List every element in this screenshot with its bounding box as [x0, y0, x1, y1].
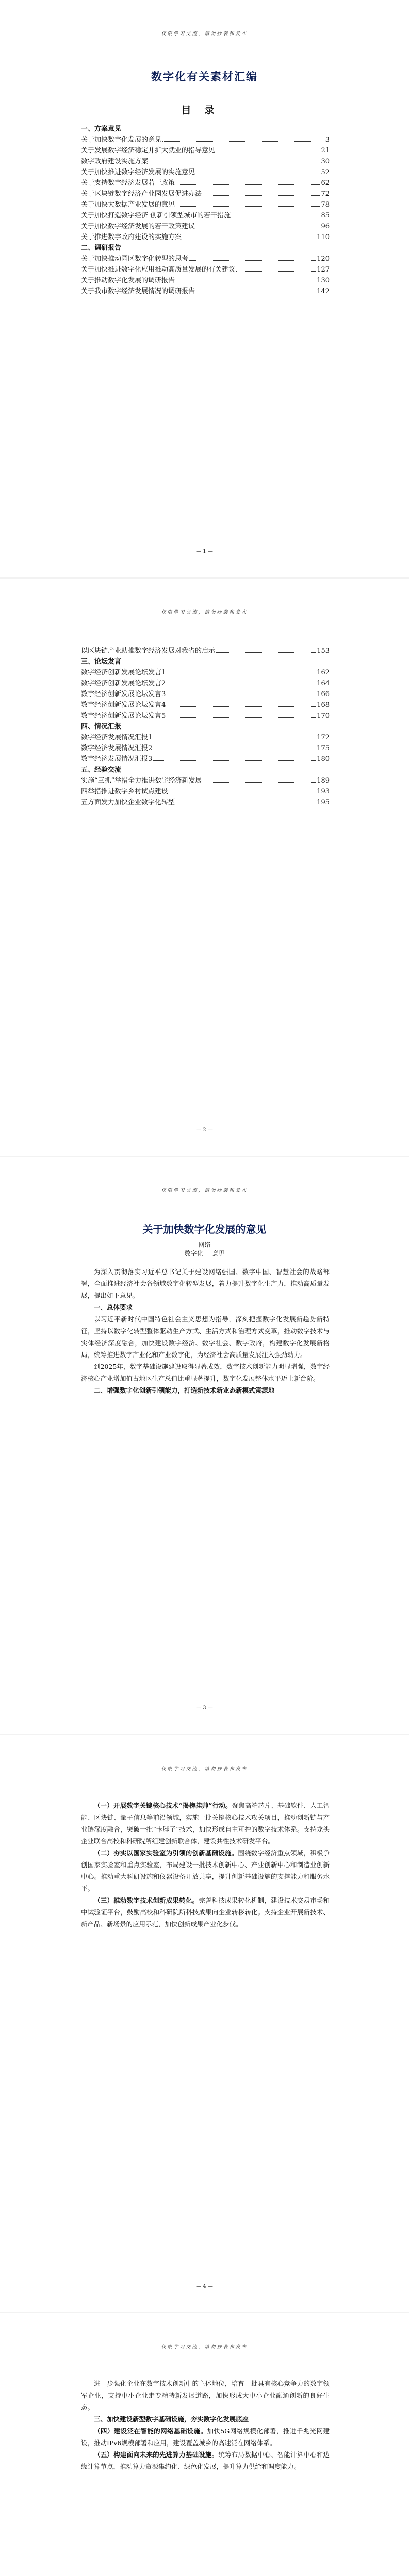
toc-entry-title: 数字经济创新发展论坛发言2 — [81, 679, 166, 687]
paragraph — [81, 1894, 330, 1930]
toc-leader-dots — [167, 689, 316, 696]
section-heading: 二、增强数字化创新引领能力，打造新技术新业态新模式策源地 — [94, 1386, 275, 1394]
toc-leader-dots — [169, 787, 316, 793]
toc-section-heading — [81, 124, 330, 134]
toc-entry-title: 数字经济创新发展论坛发言5 — [81, 711, 166, 720]
toc-page-number: 62 — [321, 179, 330, 187]
toc-entry-title: 关于加快打造数字经济 创新引领型城市的若干措施 — [81, 212, 231, 219]
toc-entry[interactable] — [81, 167, 330, 178]
section-heading: 一、总体要求 — [94, 1303, 133, 1311]
toc-page-number: 52 — [321, 168, 330, 176]
toc-entry-title: 关于加快数字化发展的意见 — [81, 136, 162, 144]
toc-entry[interactable] — [81, 210, 330, 221]
toc-leader-dots — [216, 146, 320, 152]
article-title: 关于加快数字化发展的意见 — [142, 1223, 267, 1235]
toc-leader-dots — [203, 776, 316, 783]
toc-page-number: 110 — [317, 233, 330, 241]
paragraph-text: 加快5G网络规模化部署，推进千兆光网建设，推动IPv6规模部署和应用，建设覆盖城乡的高速泛在网络体系。 — [81, 2427, 330, 2447]
toc-page-number: 21 — [321, 147, 330, 155]
paragraph-text: 围绕数字经济重点领域，积极争创国家实验室和重点实验室，布局建设一批技术创新中心、产业创新中心和制造业创新中心。推动重大科研设施和仪器设备开放共享，提升创新基础设施的支撑能力和服务水平。 — [81, 1849, 330, 1892]
toc-leader-dots — [196, 167, 320, 174]
toc-leader-dots — [167, 668, 316, 674]
toc-page-number: 142 — [317, 287, 330, 295]
article-source — [0, 1240, 409, 1258]
toc-entry[interactable] — [81, 786, 330, 797]
toc-page-number: 127 — [317, 266, 330, 274]
toc-entry-title: 数字经济创新发展论坛发言4 — [81, 701, 166, 709]
paragraph — [81, 1847, 330, 1894]
toc-entry-title: 数字政府建设实施方案 — [81, 158, 149, 165]
paragraph-lead: （一）开展数字关键核心技术“揭榜挂帅”行动。 — [94, 1801, 232, 1809]
watermark: 仅限学习交流，请勿抄袭和发布 — [161, 2345, 248, 2350]
page-number: — 2 — — [196, 1127, 213, 1133]
toc-entry-title: 五、经验交流 — [81, 766, 122, 774]
toc-entry[interactable] — [81, 743, 330, 754]
toc-entry[interactable] — [81, 178, 330, 189]
document-page-3 — [0, 1157, 409, 1734]
toc-entry-title: 关于发展数字经济稳定并扩大就业的指导意见 — [81, 147, 216, 155]
toc-page-number: 72 — [321, 190, 330, 198]
toc-entry[interactable] — [81, 134, 330, 145]
toc-leader-dots — [149, 157, 320, 163]
toc-entry-title: 关于支持数字经济发展若干政策 — [81, 179, 175, 187]
toc-entry[interactable] — [81, 667, 330, 678]
toc-entry[interactable] — [81, 189, 330, 199]
toc-entry[interactable] — [81, 275, 330, 286]
toc-page-number: 180 — [317, 755, 330, 763]
toc-entry-title: 数字经济发展情况汇报2 — [81, 744, 153, 752]
toc-page-number: 30 — [321, 158, 330, 165]
toc-entry[interactable] — [81, 264, 330, 275]
toc-page-number: 96 — [321, 223, 330, 230]
toc-entry[interactable] — [81, 232, 330, 243]
watermark: 仅限学习交流，请勿抄袭和发布 — [161, 1766, 248, 1772]
document-page-4 — [0, 1735, 409, 2312]
toc-entry-title: 关于加快大数据产业发展的意见 — [81, 201, 175, 209]
toc-section-heading — [81, 765, 330, 775]
toc-page-number: 170 — [317, 711, 330, 720]
toc-entry-title: 关于加快数字经济发展的若干政策建议 — [81, 223, 195, 230]
toc-entry-title: 一、方案意见 — [81, 125, 122, 133]
toc-entry-title: 数字经济发展情况汇报1 — [81, 733, 153, 741]
toc-entry[interactable] — [81, 145, 330, 156]
paragraph: 为深入贯彻落实习近平总书记关于建设网络强国、数字中国、智慧社会的战略部署，全面推进经济社会各领域数字化转型发展，着力提升数字化生产力，推动高质量发展，提出如下意见。 — [81, 1268, 330, 1299]
table-of-contents-continued — [81, 646, 330, 808]
toc-leader-dots — [153, 743, 316, 750]
toc-entry-title: 关于推进数字政府建设的实施方案 — [81, 233, 182, 241]
toc-entry[interactable] — [81, 286, 330, 297]
watermark: 仅限学习交流，请勿抄袭和发布 — [161, 31, 248, 37]
toc-section-heading — [81, 656, 330, 667]
toc-page-number: 172 — [317, 733, 330, 741]
toc-leader-dots — [236, 265, 316, 272]
paragraph-lead: 三、加快建设新型数字基础设施，夯实数字化发展底座 — [94, 2415, 249, 2423]
paragraph-text: 完善科技成果转化机制，建设技术交易市场和中试验证平台，鼓励高校和科研院所科技成果向企业转移转化。支持企业开展新技术、新产品、新场景的应用示范，加快创新成果产业化步伐。 — [81, 1896, 330, 1928]
toc-page-number: 130 — [317, 277, 330, 284]
toc-leader-dots — [153, 733, 316, 739]
watermark: 仅限学习交流，请勿抄袭和发布 — [161, 609, 248, 615]
toc-entry[interactable] — [81, 775, 330, 786]
toc-entry[interactable] — [81, 797, 330, 808]
toc-page-number: 153 — [317, 647, 330, 655]
paragraph-lead: （五）构建面向未来的先进算力基础设施。 — [94, 2451, 219, 2459]
toc-entry[interactable] — [81, 199, 330, 210]
toc-leader-dots — [216, 646, 316, 653]
toc-leader-dots — [232, 211, 320, 217]
toc-page-number: 120 — [317, 255, 330, 263]
paragraph — [81, 2425, 330, 2449]
toc-entry[interactable] — [81, 646, 330, 656]
toc-entry-title: 以区块链产业助推数字经济发展对我省的启示 — [81, 647, 216, 655]
source-note: 意见 — [212, 1250, 225, 1257]
source-author: 数字化 — [184, 1250, 203, 1257]
watermark: 仅限学习交流，请勿抄袭和发布 — [161, 1188, 248, 1193]
paragraph-text: 统筹布局数据中心、智能计算中心和边缘计算节点，推动算力资源集约化、绿色化发展，提升算力供给和调度能力。 — [81, 2451, 330, 2470]
toc-leader-dots — [153, 754, 316, 761]
toc-entry[interactable] — [81, 678, 330, 689]
toc-entry[interactable] — [81, 700, 330, 710]
toc-page-number: 195 — [317, 798, 330, 806]
toc-entry-title: 关于推动数字化发展的调研报告 — [81, 277, 175, 284]
toc-leader-dots — [176, 276, 316, 282]
toc-entry-title: 二、调研报告 — [81, 244, 122, 252]
toc-entry-title: 数字经济发展情况汇报3 — [81, 755, 153, 763]
article-body — [81, 1800, 330, 1930]
toc-heading: 目录 — [181, 105, 228, 116]
toc-leader-dots — [189, 254, 316, 261]
paragraph — [81, 2449, 330, 2472]
toc-entry-title: 关于加快推动园区数字化转型的思考 — [81, 255, 189, 263]
toc-entry-title: 四举措推进数字乡村试点建设 — [81, 787, 169, 795]
paragraph-text: 聚焦高端芯片、基础软件、人工智能、区块链、量子信息等前沿领域，实施一批关键核心技术攻关项目，推动创新链与产业链深度融合，突破一批“卡脖子”技术，加快形成自主可控的数字技术体系。支持龙头企业联合高校和科研院所组建创新联合体，建设共性技术研发平台。 — [81, 1801, 330, 1845]
toc-page-number: 78 — [321, 201, 330, 209]
toc-entry-title: 实施“三抓”举措全力推进数字经济新发展 — [81, 776, 202, 785]
toc-entry-title: 数字经济创新发展论坛发言1 — [81, 668, 166, 676]
toc-entry-title: 关于加快推进数字经济发展的实施意见 — [81, 168, 195, 176]
paragraph-lead: （四）建设泛在智能的网络基础设施。 — [94, 2427, 207, 2435]
toc-entry[interactable] — [81, 253, 330, 264]
toc-leader-dots — [203, 189, 320, 196]
toc-entry[interactable] — [81, 732, 330, 743]
toc-page-number: 193 — [317, 787, 330, 795]
article-body — [81, 1266, 330, 1396]
paragraph — [81, 2378, 330, 2413]
toc-page-number: 3 — [325, 136, 330, 144]
document-title: 数字化有关素材汇编 — [151, 70, 258, 83]
toc-entry[interactable] — [81, 689, 330, 700]
paragraph — [81, 1800, 330, 1847]
toc-entry[interactable] — [81, 221, 330, 232]
toc-entry-title: 五方面发力加快企业数字化转型 — [81, 798, 175, 806]
toc-leader-dots — [167, 700, 316, 707]
page-number: — 3 — — [196, 1705, 213, 1711]
toc-leader-dots — [167, 679, 316, 685]
paragraph: 以习近平新时代中国特色社会主义思想为指导，深刻把握数字化发展新趋势新特征，坚持以数字化转型整体驱动生产方式、生活方式和治理方式变革，推动数字技术与实体经济深度融合，加快建设数字经济、数字社会、数字政府，构建数字化发展新格局，统筹推进数字产业化和产业数字化，为经济社会高质量发展注入强劲动力。 — [81, 1315, 330, 1359]
page-number: — 4 — — [196, 2283, 213, 2290]
paragraph: 到2025年，数字基础设施建设取得显著成效，数字技术创新能力明显增强，数字经济核心产业增加值占地区生产总值比重显著提升，数字化发展整体水平迈上新台阶。 — [81, 1363, 330, 1382]
table-of-contents — [81, 124, 330, 297]
paragraph-lead: （二）夯实以国家实验室为引领的创新基础设施。 — [94, 1849, 238, 1857]
toc-leader-dots — [176, 200, 320, 207]
toc-entry-title: 四、情况汇报 — [81, 722, 122, 731]
page-number: — 1 — — [196, 549, 213, 554]
toc-page-number: 166 — [317, 690, 330, 698]
toc-entry-title: 关于区块链数字经济产业园发展促进办法 — [81, 190, 202, 198]
paragraph-lead: （三）推动数字技术创新成果转化。 — [94, 1896, 199, 1904]
toc-leader-dots — [183, 232, 316, 239]
toc-entry[interactable] — [81, 156, 330, 167]
toc-entry[interactable] — [81, 754, 330, 765]
toc-leader-dots — [176, 178, 320, 185]
toc-page-number: 168 — [317, 701, 330, 709]
toc-entry-title: 三、论坛发言 — [81, 657, 122, 666]
toc-leader-dots — [167, 711, 316, 718]
toc-page-number: 85 — [321, 212, 330, 219]
toc-entry-title: 数字经济创新发展论坛发言3 — [81, 690, 166, 698]
document-page-5 — [0, 2313, 409, 2576]
toc-leader-dots — [176, 798, 316, 804]
toc-section-heading — [81, 243, 330, 253]
toc-leader-dots — [196, 286, 316, 293]
toc-page-number: 162 — [317, 668, 330, 676]
toc-leader-dots — [196, 222, 320, 228]
source-site: 网络 — [198, 1241, 211, 1248]
toc-entry-title: 关于我市数字经济发展情况的调研报告 — [81, 287, 195, 295]
toc-entry-title: 关于加快推进数字化应用推动高质量发展的有关建议 — [81, 266, 236, 274]
document-page-2 — [0, 579, 409, 1156]
paragraph-text: 进一步强化企业在数字技术创新中的主体地位，培育一批具有核心竞争力的数字领军企业，支持中小企业走专精特新发展道路，加快形成大中小企业融通创新的良好生态。 — [81, 2380, 330, 2411]
toc-leader-dots — [162, 135, 324, 142]
toc-entry[interactable] — [81, 710, 330, 721]
toc-page-number: 164 — [317, 679, 330, 687]
toc-page-number: 189 — [317, 776, 330, 785]
toc-section-heading — [81, 721, 330, 732]
document-page-1 — [0, 0, 409, 577]
section-heading — [81, 2413, 330, 2425]
article-body — [81, 2378, 330, 2472]
toc-page-number: 175 — [317, 744, 330, 752]
